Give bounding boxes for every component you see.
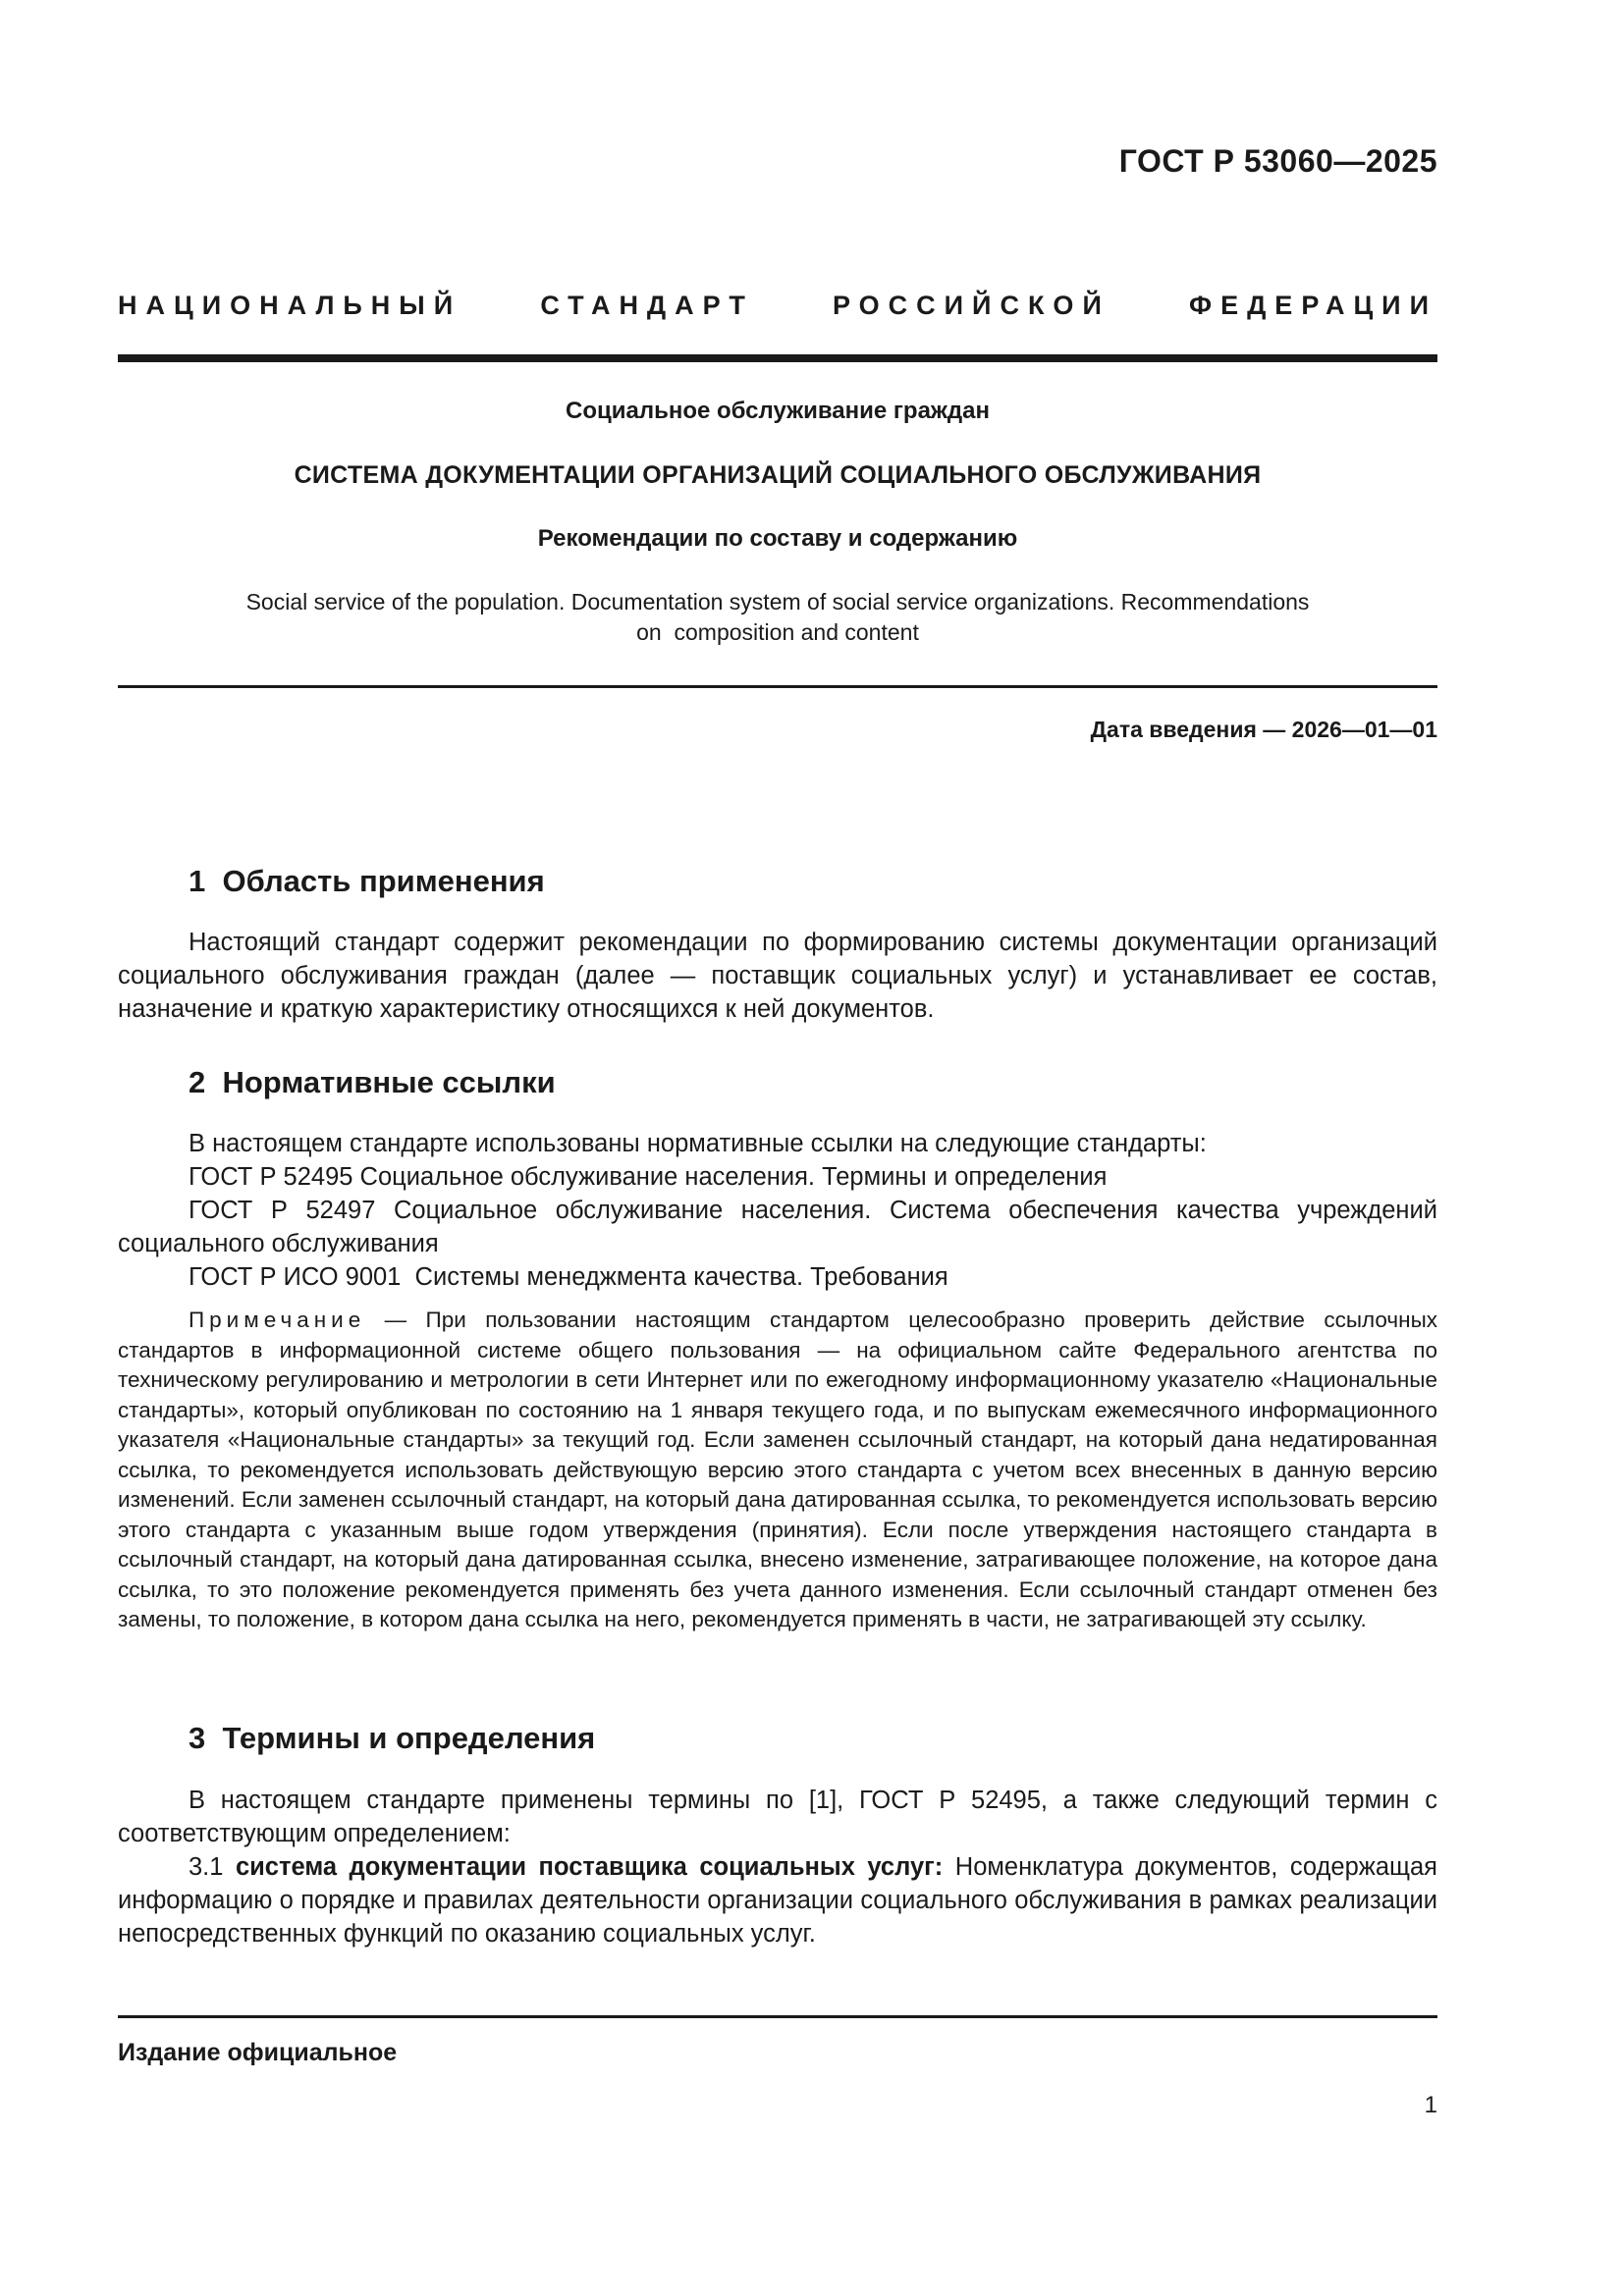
reference-item: ГОСТ Р 52495 Социальное обслуживание населения. Термины и определения [189, 1163, 1108, 1191]
title-divider [118, 685, 1437, 688]
reference-item: ГОСТ Р ИСО 9001 Системы менеджмента качества. Требования [189, 1263, 948, 1291]
reference-item: ГОСТ Р 52497 Социальное обслуживание населения. Система обеспечения качества учреждений социального обслуживания [118, 1197, 1437, 1257]
standard-number: ГОСТ Р 53060—2025 [1118, 143, 1437, 179]
document-page [118, 0, 1437, 2296]
normative-references [118, 1127, 1437, 1294]
introduction-date: Дата введения — 2026—01—01 [1090, 717, 1437, 742]
section-1-text: Настоящий стандарт содержит рекомендации по формированию системы документации организаций социального обслуживания граждан (далее — поставщик социальных услуг) и устанавливает ее состав, назначение и краткую характеристику относящихся к ней документов. [118, 929, 1437, 1023]
term-definition [118, 1850, 1437, 1950]
term-definition-text: Номенклатура документов, содержащая информацию о порядке и правилах деятельности организации социального обслуживания в рамках реализации непосредственных функций по оказанию социальных услуг. [118, 1853, 1437, 1948]
standard-subject: Социальное обслуживание граждан [565, 398, 991, 424]
term-number: 3.1 [189, 1853, 236, 1881]
official-edition-label: Издание официальное [118, 2039, 398, 2066]
standard-subtitle: Рекомендации по составу и содержанию [537, 525, 1018, 552]
references-intro: В настоящем стандарте использованы нормативные ссылки на следующие стандарты: [189, 1130, 1207, 1157]
section-1-title: 1 Область применения [189, 864, 545, 898]
section-3-intro: В настоящем стандарте применены термины по [1], ГОСТ Р 52495, а также следующий термин с соответствующим определением: [118, 1787, 1437, 1847]
page-number: 1 [1424, 2092, 1437, 2118]
note-text: — При пользовании настоящим стандартом целесообразно проверить действие ссылочных стандартов в информационной системе общего пользования — на официальном сайте Федерального агентства по техническому регулированию и метрологии в сети Интернет или по ежегодному информационному указателю «Национальные стандарты», который опубликован по состоянию на 1 января текущего года, и по выпускам ежемесячного информационного указателя «Национальные стандарты» за текущий год. Если заменен ссылочный стандарт, на который дана недатированная ссылка, то рекомендуется использовать действующую версию этого стандарта с учетом всех внесенных в данную версию изменений. Если заменен ссылочный стандарт, на который дана датированная ссылка, то рекомендуется использовать версию этого стандарта с указанным выше годом утверждения (принятия). Если после утверждения настоящего стандарта в ссылочный стандарт, на который дана датированная ссылка, внесено изменение, затрагивающее положение, на которое дана ссылка, то это положение рекомендуется применять без учета данного изменения. Если ссылочный стандарт отменен без замены, то положение, в котором дана ссылка на него, рекомендуется применять в части, не затрагивающей эту ссылку. [118, 1308, 1437, 1631]
standard-main-title: СИСТЕМА ДОКУМЕНТАЦИИ ОРГАНИЗАЦИЙ СОЦИАЛЬНОГО ОБСЛУЖИВАНИЯ [294, 461, 1262, 489]
term-name: система документации поставщика социальных услуг: [235, 1853, 944, 1881]
section-3-title: 3 Термины и определения [189, 1721, 596, 1755]
references-note [118, 1306, 1437, 1635]
section-2-title: 2 Нормативные ссылки [189, 1065, 556, 1099]
english-title-line-2: on composition and content [636, 619, 919, 645]
english-title-line-1: Social service of the population. Documentation system of social service organizations. Recommendations [245, 589, 1310, 614]
header-divider [118, 354, 1437, 362]
note-label: Примечание [189, 1308, 366, 1332]
english-title [177, 587, 1379, 648]
footer-divider [118, 2015, 1437, 2018]
national-standard-title: НАЦИОНАЛЬНЫЙ СТАНДАРТ РОССИЙСКОЙ ФЕДЕРАЦИИ [118, 291, 1437, 320]
